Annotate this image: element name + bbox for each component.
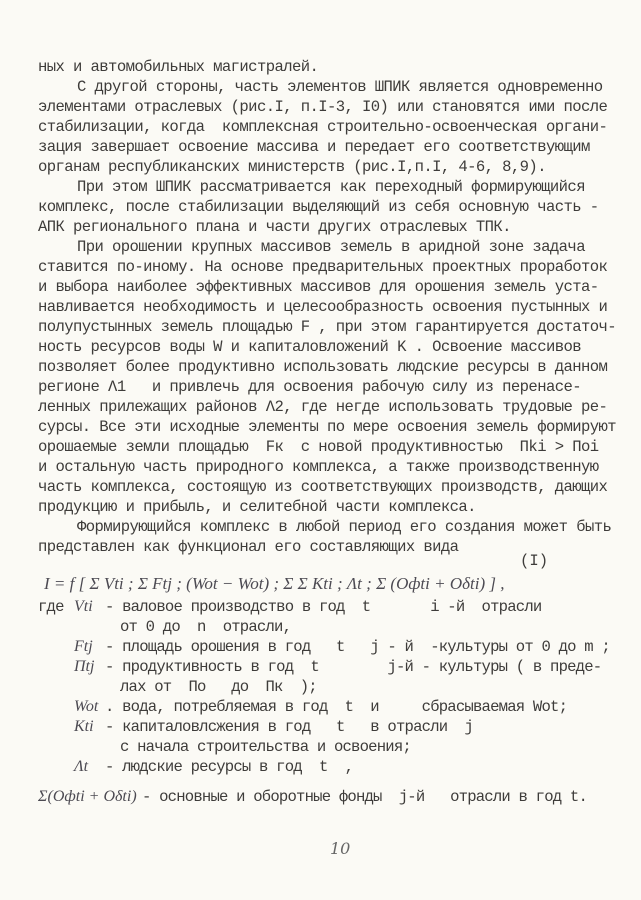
text-line: С другой стороны, часть элементов ШПИК является одновременно (77, 78, 603, 96)
text-line: ставится по-иному. На основе предварительных проектных проработок (38, 258, 608, 276)
definition-text: от 0 до n отрасли, (120, 618, 292, 636)
text-line: позволяет более продуктивно использовать людские ресурсы в данном (38, 358, 608, 376)
text-line: орошаемые земли площадью Fк с новой продуктивностью Пki > Пoi (38, 438, 599, 456)
functional-formula: I = f [ Σ Vti ; Σ Ftj ; (Wot − Wot) ; Σ Σ Kti ; Λt ; Σ (Oфti + Oδti) ] , (44, 574, 505, 593)
text-line: регионе Λ1 и привлечь для освоения рабочую силу из перенасе- (38, 378, 581, 396)
text-line: и выбора наиболее эффективных массивов для орошения земель уста- (38, 278, 599, 296)
text-line: ленных прилежащих районов Λ2, где негде использовать трудовые ре- (38, 398, 608, 416)
text-line: При этом ШПИК рассматривается как переходный формирующийся (77, 178, 585, 196)
text-line: часть комплекса, состоящую из соответствующих производств, дающих (38, 478, 608, 496)
text-line: ных и автомобильных магистралей. (38, 58, 319, 76)
text-line: полупустынных земель площадью F , при этом гарантируется достаточ- (38, 318, 617, 336)
text-line: сурсы. Все эти исходные элементы по мере освоения земель формируют (38, 418, 617, 436)
definition-text: . вода, потребляемая в год t и сбрасываемая Wot; (105, 698, 568, 716)
text-line: продукцию и прибыль, и селитебной части комплекса. (38, 498, 476, 516)
definition-text: - людские ресурсы в год t , (105, 758, 354, 776)
text-line: АПК регионального плана и части других отраслевых ТПК. (38, 218, 511, 236)
definition-text: - валовое производство в год t i -й отрасли (105, 598, 542, 616)
text-line: Формирующийся комплекс в любой период его создания может быть (77, 518, 612, 536)
text-line: комплекс, после стабилизации выделяющий из себя основную часть - (38, 198, 599, 216)
definition-symbol: Пtj (74, 658, 95, 675)
definition-text: - продуктивность в год t j-й - культуры ( в преде- (105, 658, 602, 676)
definition-symbol: Kti (74, 718, 94, 735)
text-line: зация завершает освоение массива и передает его соответствующим (38, 138, 590, 156)
text-line: навливается необходимость и целесообразность освоения пустынных и (38, 298, 608, 316)
definition-symbol: Wot (74, 698, 99, 715)
definition-symbol: Vti (74, 598, 93, 615)
text-line: стабилизации, когда комплексная строительно-освоенческая органи- (38, 118, 608, 136)
definition-text: с начала строительства и освоения; (120, 738, 411, 756)
definition-symbol: Σ(Oфti + Oδti) (38, 788, 137, 805)
text-line: и остальную часть природного комплекса, а также производственную (38, 458, 599, 476)
text-line: органам республиканских министерств (рис.I,п.I, 4-6, 8,9). (38, 158, 546, 176)
where-label: где (38, 598, 64, 616)
text-line: ность ресурсов воды W и капиталовложений K . Освоение массивов (38, 338, 581, 356)
definition-text: - площадь орошения в год t j - й -культуры от 0 до m ; (105, 638, 610, 656)
text-line: При орошении крупных массивов земель в аридной зоне задача (77, 238, 585, 256)
definition-text: - капиталовлсжения в год t в отрасли j (105, 718, 473, 736)
definition-symbol: Ftj (74, 638, 93, 655)
text-line: представлен как функционал его составляющих вида (38, 538, 459, 556)
text-line: элементами отраслевых (рис.I, п.I-3, I0) или становятся ими после (38, 98, 608, 116)
equation-number: (I) (520, 552, 549, 570)
page-number: 10 (330, 839, 351, 858)
definition-text: лах от По до Пк ); (120, 678, 317, 696)
definition-text: - основные и оборотные фонды j-й отрасли в год t. (142, 788, 588, 806)
definition-symbol: Λt (74, 758, 89, 775)
